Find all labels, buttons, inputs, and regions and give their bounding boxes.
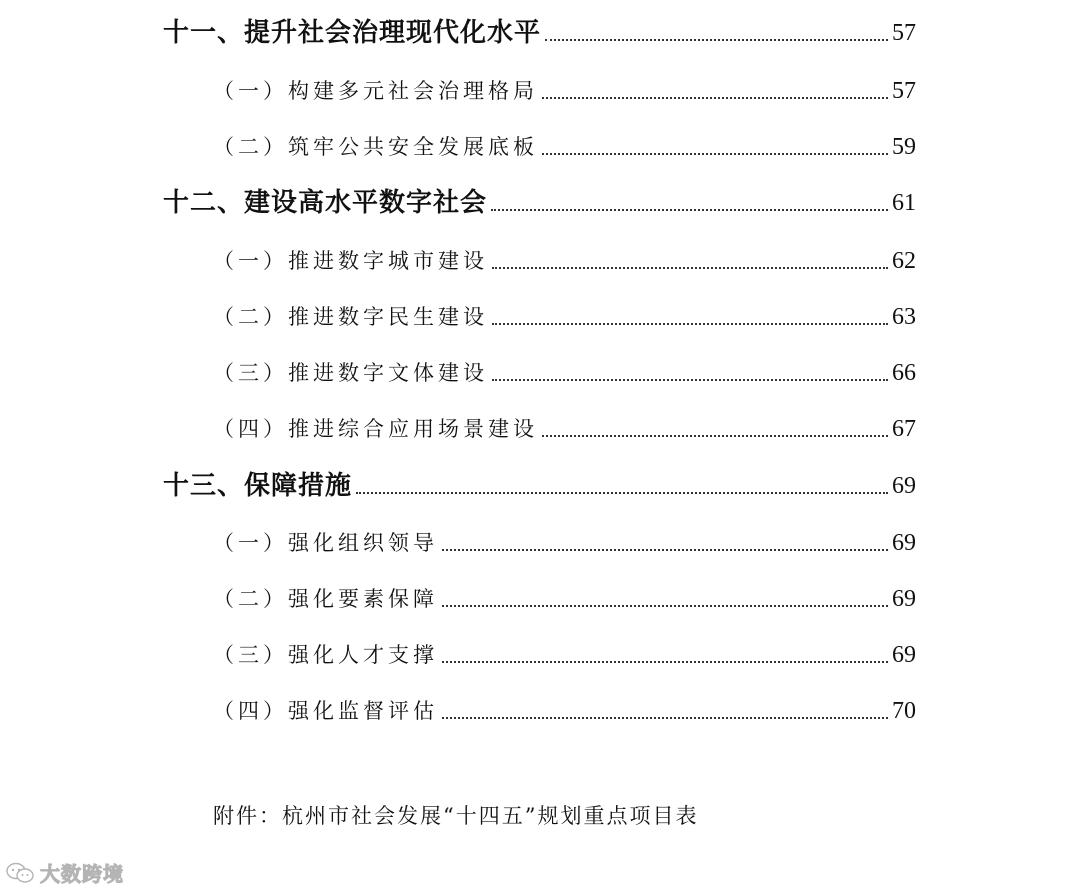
toc-entry[interactable] (213, 518, 916, 558)
toc-entry-label: 十三、保障措施 (163, 471, 353, 501)
toc-entry-label: （二）推进数字民生建设 (213, 305, 488, 329)
attachment-note: 附件：杭州市社会发展“十四五”规划重点项目表 (213, 804, 699, 828)
toc-entry[interactable] (213, 686, 916, 726)
toc-entry-page: 66 (892, 360, 916, 386)
toc-entry-page: 67 (892, 416, 916, 442)
dot-leader (492, 322, 888, 325)
toc-entry-page: 69 (892, 530, 916, 556)
toc-entry-label: （一）推进数字城市建设 (213, 249, 488, 273)
dot-leader (442, 548, 888, 551)
dot-leader (492, 378, 888, 381)
toc-entry[interactable] (163, 178, 916, 218)
toc-entry[interactable] (163, 461, 916, 501)
wechat-logo-icon (6, 862, 34, 884)
toc-entry-page: 57 (892, 20, 916, 46)
toc-entry[interactable] (163, 8, 916, 48)
toc-entry-label: 十二、建设高水平数字社会 (163, 188, 488, 218)
dot-leader (542, 96, 888, 99)
dot-leader (492, 266, 888, 269)
toc-entry-label: 十一、提升社会治理现代化水平 (163, 18, 542, 48)
toc-entry[interactable] (213, 348, 916, 388)
toc-entry-label: （一）构建多元社会治理格局 (213, 79, 538, 103)
watermark (6, 858, 124, 887)
dot-leader (491, 208, 888, 211)
toc-entry-page: 57 (892, 78, 916, 104)
dot-leader (442, 604, 888, 607)
toc-entry-label: （四）强化监督评估 (213, 699, 438, 723)
toc-entry-page: 69 (892, 642, 916, 668)
watermark-text: 大数跨境 (40, 862, 124, 886)
toc-entry[interactable] (213, 404, 916, 444)
toc-entry-label: （三）强化人才支撑 (213, 643, 438, 667)
toc-entry-page: 63 (892, 304, 916, 330)
toc-entry-page: 62 (892, 248, 916, 274)
toc-entry-label: （二）筑牢公共安全发展底板 (213, 135, 538, 159)
toc-entry[interactable] (213, 630, 916, 670)
toc-entry[interactable] (213, 292, 916, 332)
toc-entry-label: （三）推进数字文体建设 (213, 361, 488, 385)
toc-entry-page: 59 (892, 134, 916, 160)
toc-entry[interactable] (213, 66, 916, 106)
dot-leader (442, 716, 888, 719)
toc-entry-page: 61 (892, 190, 916, 216)
toc-entry-page: 69 (892, 473, 916, 499)
dot-leader (542, 434, 888, 437)
toc-entry-label: （二）强化要素保障 (213, 587, 438, 611)
toc-entry-page: 70 (892, 698, 916, 724)
toc-entry-label: （四）推进综合应用场景建设 (213, 417, 538, 441)
toc-entry[interactable] (213, 574, 916, 614)
dot-leader (545, 38, 888, 41)
toc-entry-label: （一）强化组织领导 (213, 531, 438, 555)
toc-entry[interactable] (213, 236, 916, 276)
toc-entry-page: 69 (892, 586, 916, 612)
dot-leader (356, 491, 888, 494)
dot-leader (542, 152, 888, 155)
toc-entry[interactable] (213, 122, 916, 162)
dot-leader (442, 660, 888, 663)
